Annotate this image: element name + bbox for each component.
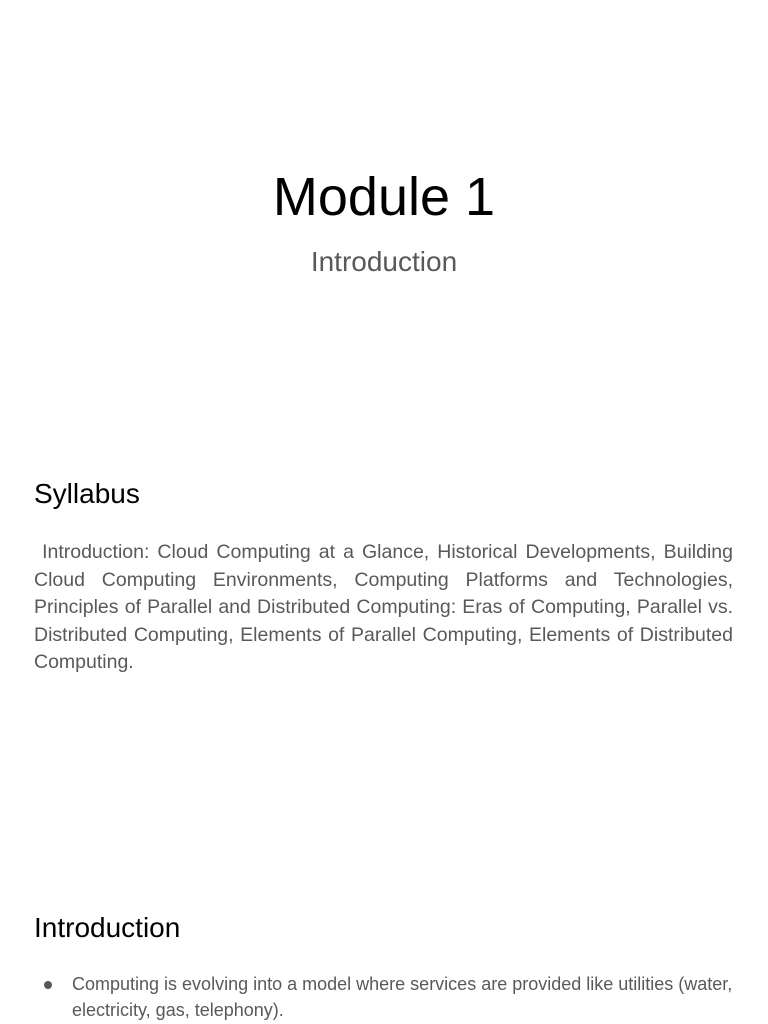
page-title: Module 1 xyxy=(272,167,496,227)
page-subtitle: Introduction xyxy=(310,246,458,277)
syllabus-body: Introduction: Cloud Computing at a Glance, Historical Developments, Building Cloud Computing Environments, Computing Platforms and Technologies, Principles of Parallel and Distributed Computing: Eras of Computing, Parallel vs. Distributed Computing, Elements of Parallel Computing, Elements of Distributed Computing. xyxy=(34,541,739,673)
syllabus-heading: Syllabus xyxy=(34,478,140,509)
list-item-text: Computing is evolving into a model where services are provided like utilities (water, electricity, gas, telephony). xyxy=(72,974,733,1020)
introduction-bullet-list xyxy=(34,971,734,1023)
introduction-heading: Introduction xyxy=(34,912,181,943)
list-item xyxy=(34,971,734,1023)
bullet-icon xyxy=(44,981,52,989)
